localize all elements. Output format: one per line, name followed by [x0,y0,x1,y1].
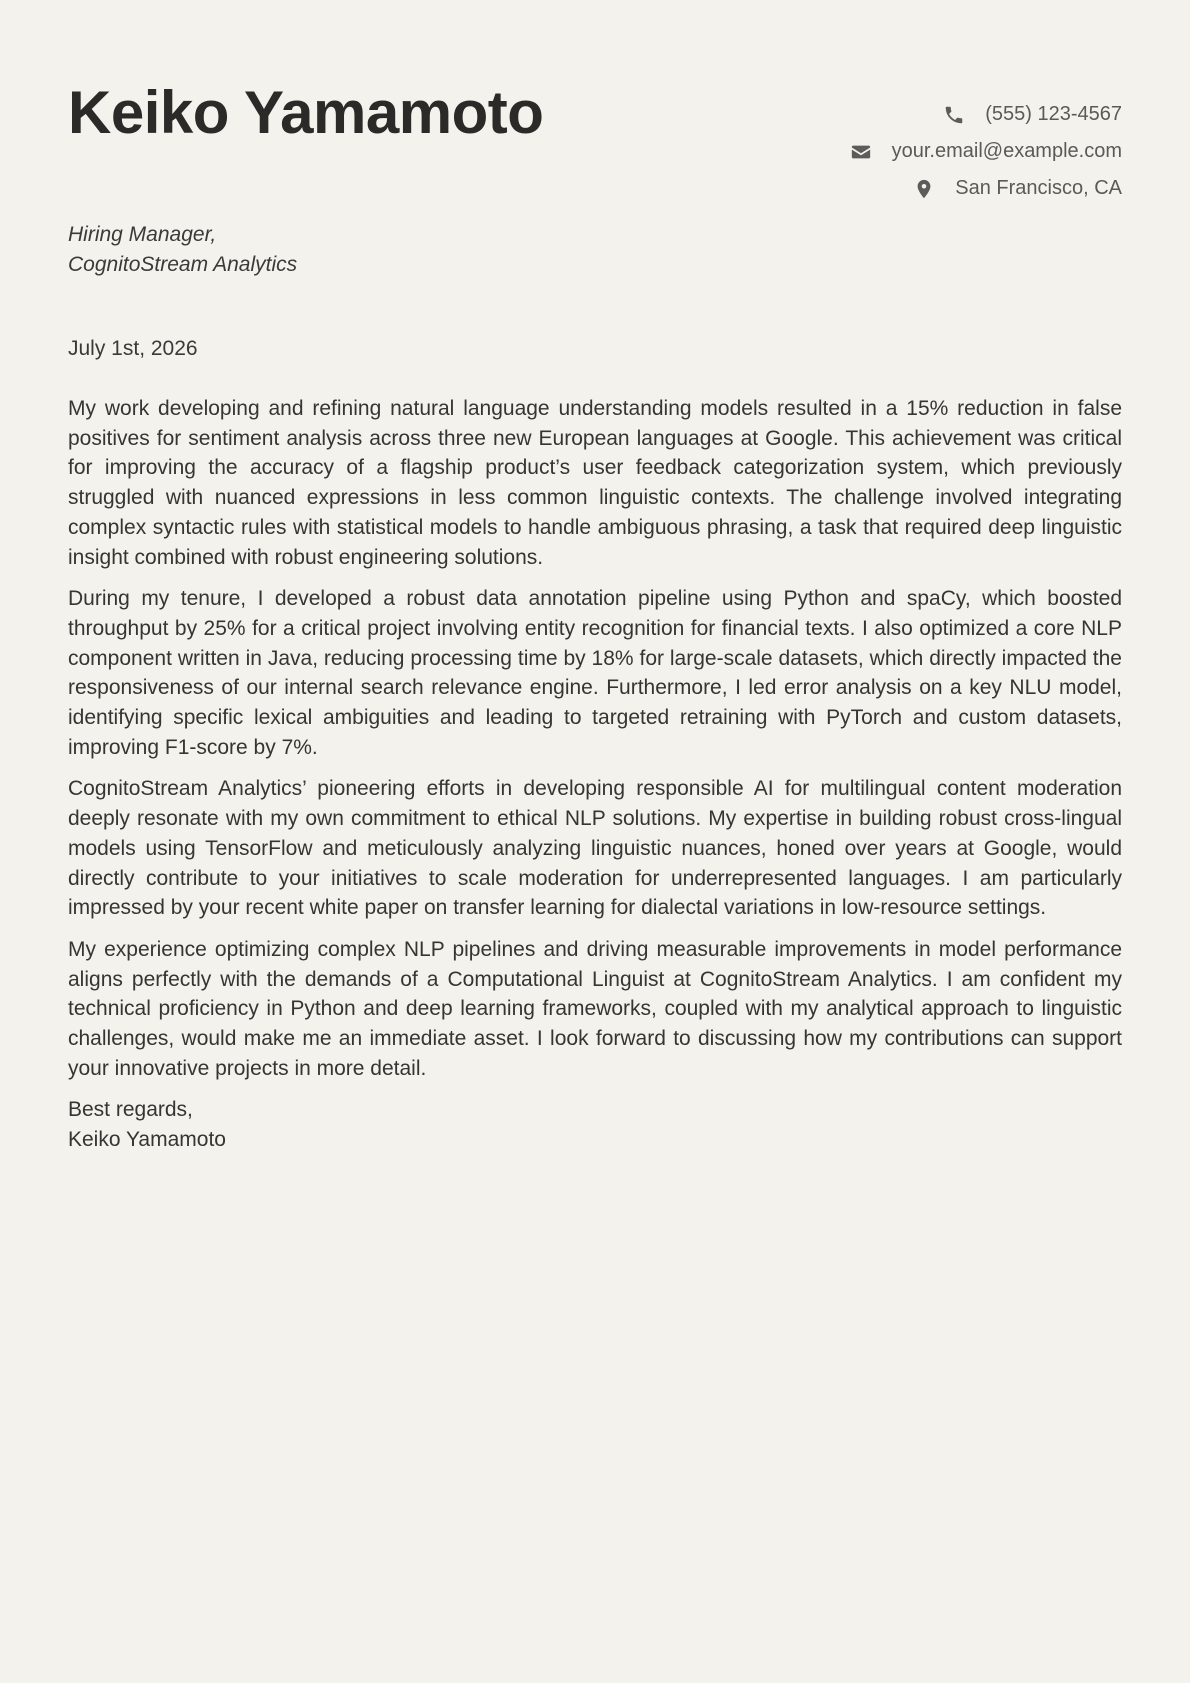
contact-info [850,96,1122,207]
letter-header [68,0,1122,210]
phone-icon [943,104,965,126]
letter-date: July 1st, 2026 [68,337,198,360]
envelope-icon [850,141,872,163]
body-paragraph-3: CognitoStream Analytics’ pioneering efforts in developing responsible AI for multilingual content moderation deeply resonate with my own commitment to ethical NLP solutions. My expertise in building robust cross-lingual models using TensorFlow and meticulously analyzing linguistic nuances, honed over years at Google, would directly contribute to your initiatives to scale moderation for underrepresented languages. I am particularly impressed by your recent white paper on transfer learning for dialectal variations in low-resource settings. [68,777,1122,920]
body-paragraph-2: During my tenure, I developed a robust data annotation pipeline using Python and spaCy, which boosted throughput by 25% for a critical project involving entity recognition for financial texts. I also optimized a core NLP component written in Java, reducing processing time by 18% for large-scale datasets, which directly impacted the responsiveness of our internal search relevance engine. Furthermore, I led error analysis on a key NLU model, identifying specific lexical ambiguities and leading to targeted retraining with PyTorch and custom datasets, improving F1-score by 7%. [68,587,1122,759]
closing-signature: Keiko Yamamoto [68,1128,226,1152]
contact-phone [850,96,1122,133]
location-text: San Francisco, CA [955,177,1122,199]
closing-salutation: Best regards, [68,1098,193,1122]
recipient-title: Hiring Manager, [68,223,217,246]
body-paragraph-1: My work developing and refining natural language understanding models resulted in a 15% reduction in false positives for sentiment analysis across three new European languages at Google. This achievement was critical for improving the accuracy of a flagship product’s user feedback categorization system, which previously struggled with nuanced expressions in less common linguistic contexts. The challenge involved integrating complex syntactic rules with statistical models to handle ambiguous phrasing, a task that required deep linguistic insight combined with robust engineering solutions. [68,397,1122,569]
recipient-company: CognitoStream Analytics [68,253,298,276]
letter-body [68,394,1122,1083]
applicant-name: Keiko Yamamoto [68,79,544,146]
phone-number: (555) 123-4567 [985,103,1122,125]
recipient-block [68,210,1122,280]
letter-closing [68,1095,1122,1154]
map-pin-icon [913,178,935,200]
email-address: your.email@example.com [891,140,1122,162]
contact-email [850,133,1122,170]
body-paragraph-4: My experience optimizing complex NLP pipelines and driving measurable improvements in model performance aligns perfectly with the demands of a Computational Linguist at CognitoStream Analytics. I am confident my technical proficiency in Python and deep learning frameworks, coupled with my analytical approach to linguistic challenges, would make me an immediate asset. I look forward to discussing how my contributions can support your innovative projects in more detail. [68,937,1122,1080]
contact-location [850,170,1122,207]
